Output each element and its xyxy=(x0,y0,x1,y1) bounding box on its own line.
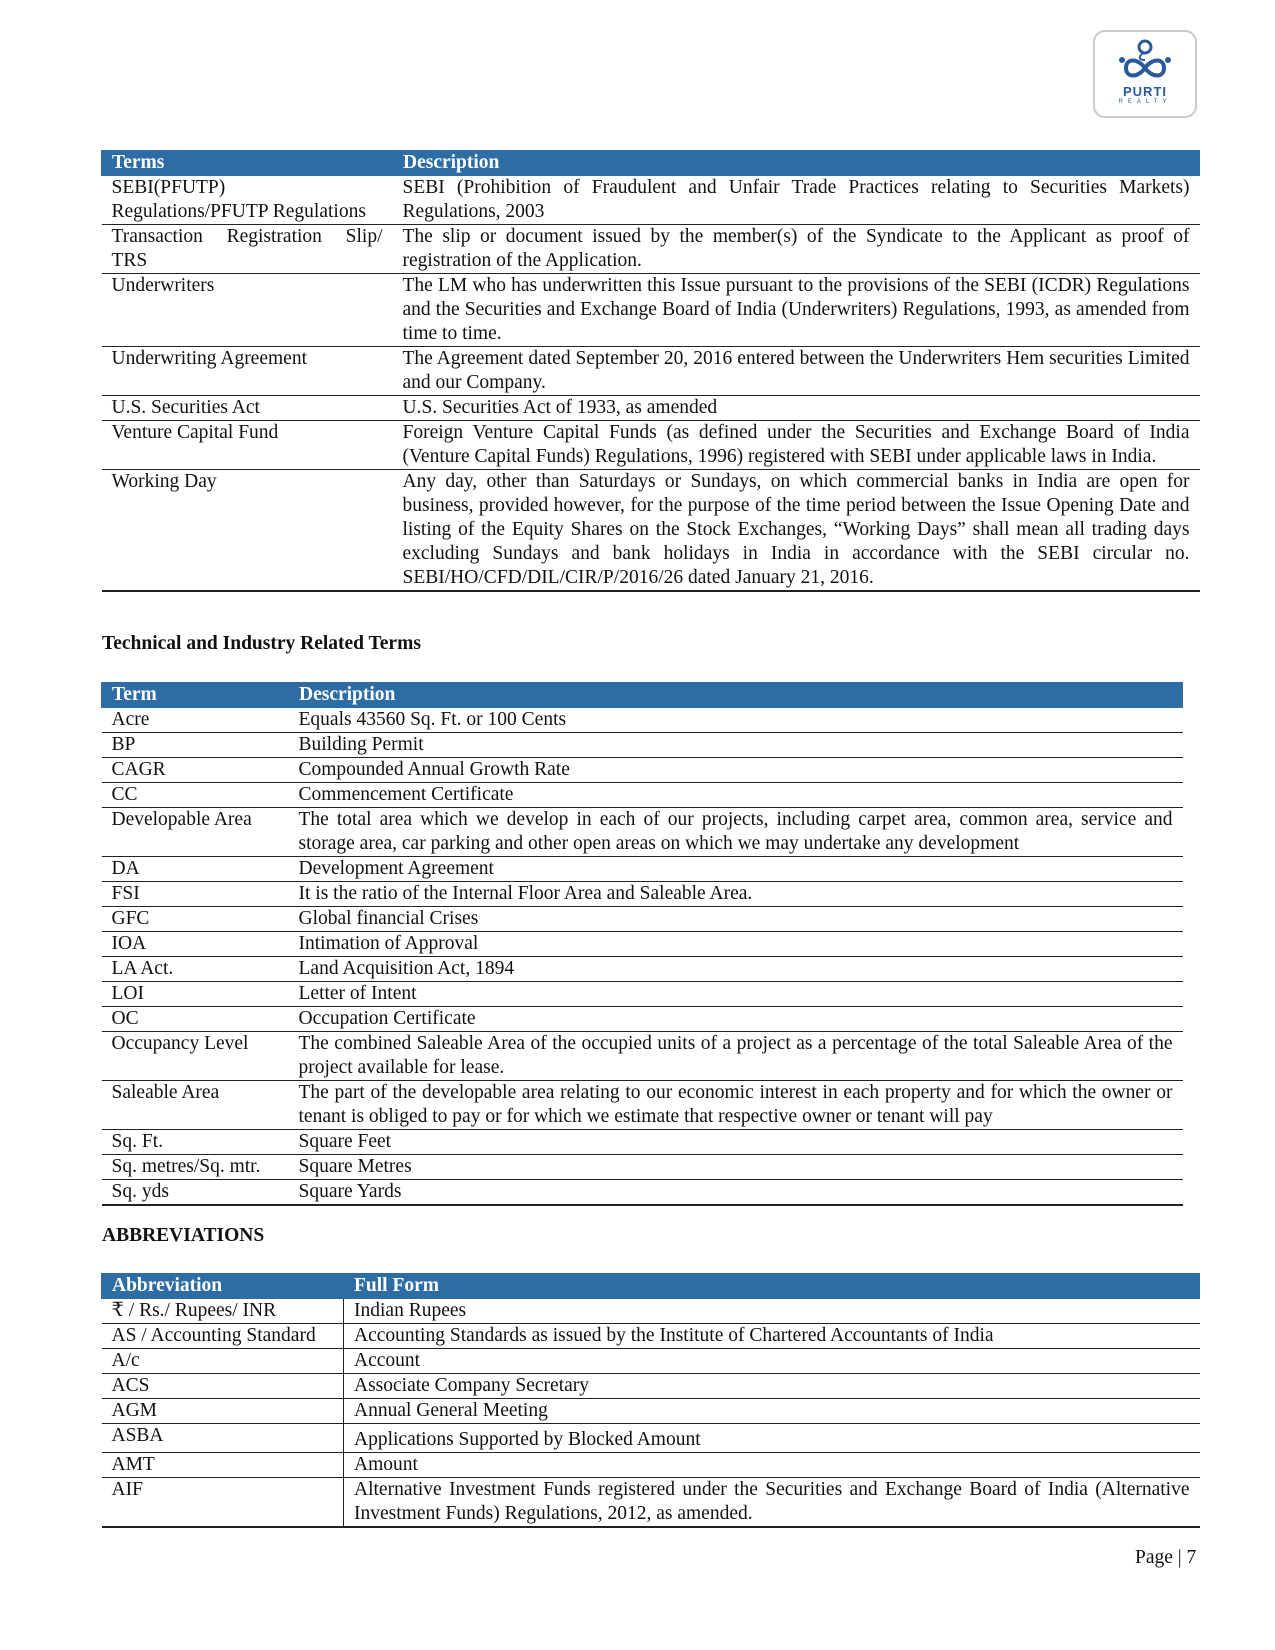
term-cell: Underwriters xyxy=(102,274,393,347)
term-cell: Working Day xyxy=(102,470,393,592)
term-cell: Sq. yds xyxy=(102,1180,289,1206)
full-form-cell: Amount xyxy=(344,1453,1200,1478)
column-header-abbreviation: Abbreviation xyxy=(102,1274,344,1299)
page-number: Page | 7 xyxy=(1135,1547,1197,1568)
full-form-cell: Applications Supported by Blocked Amount xyxy=(344,1424,1200,1453)
logo-brand-text: PURTI xyxy=(1123,84,1167,99)
term-cell: Sq. metres/Sq. mtr. xyxy=(102,1155,289,1180)
term-cell: Underwriting Agreement xyxy=(102,347,393,396)
table-row xyxy=(102,957,1183,982)
full-form-cell: Alternative Investment Funds registered under the Securities and Exchange Board of India (Alternative Investment Funds) Regulations, 2012, as amended. xyxy=(344,1478,1200,1528)
table-header-row xyxy=(102,683,1183,708)
table-row xyxy=(102,758,1183,783)
table-row xyxy=(102,176,1200,225)
table-row xyxy=(102,274,1200,347)
description-cell: Occupation Certificate xyxy=(289,1007,1183,1032)
description-cell: Development Agreement xyxy=(289,857,1183,882)
table-row xyxy=(102,1478,1200,1528)
description-cell: It is the ratio of the Internal Floor Area and Saleable Area. xyxy=(289,882,1183,907)
table-row xyxy=(102,783,1183,808)
term-cell: Sq. Ft. xyxy=(102,1130,289,1155)
column-header-description: Description xyxy=(393,151,1200,176)
description-cell: Intimation of Approval xyxy=(289,932,1183,957)
section-heading-technical-terms: Technical and Industry Related Terms xyxy=(102,633,421,654)
table-row xyxy=(102,1374,1200,1399)
description-cell: U.S. Securities Act of 1933, as amended xyxy=(393,396,1200,421)
purti-emblem-icon xyxy=(1114,38,1176,86)
abbreviation-cell: ACS xyxy=(102,1374,344,1399)
description-cell: Square Feet xyxy=(289,1130,1183,1155)
description-cell: Square Yards xyxy=(289,1180,1183,1206)
description-cell: Compounded Annual Growth Rate xyxy=(289,758,1183,783)
table-row xyxy=(102,1453,1200,1478)
table-row xyxy=(102,1299,1200,1324)
table-row xyxy=(102,1180,1183,1206)
term-cell: BP xyxy=(102,733,289,758)
table-row xyxy=(102,1399,1200,1424)
full-form-cell: Annual General Meeting xyxy=(344,1399,1200,1424)
full-form-cell: Account xyxy=(344,1349,1200,1374)
term-cell: GFC xyxy=(102,907,289,932)
table-row xyxy=(102,1032,1183,1081)
description-cell: Equals 43560 Sq. Ft. or 100 Cents xyxy=(289,708,1183,733)
description-cell: Commencement Certificate xyxy=(289,783,1183,808)
description-cell: The slip or document issued by the member(s) of the Syndicate to the Applicant as proof of registration of the Application. xyxy=(393,225,1200,274)
table-row xyxy=(102,225,1200,274)
technical-terms-table xyxy=(101,682,1183,1206)
table-row xyxy=(102,470,1200,592)
abbreviation-cell: AS / Accounting Standard xyxy=(102,1324,344,1349)
term-cell: SEBI(PFUTP) Regulations/PFUTP Regulations xyxy=(102,176,393,225)
full-form-cell: Associate Company Secretary xyxy=(344,1374,1200,1399)
description-cell: Any day, other than Saturdays or Sundays, on which commercial banks in India are open for business, provided however, for the purpose of the time period between the Issue Opening Date and listing of the Equity Shares on the Stock Exchanges, “Working Days” shall mean all trading days excluding Sundays and bank holidays in India in accordance with the SEBI circular no. SEBI/HO/CFD/DIL/CIR/P/2016/26 dated January 21, 2016. xyxy=(393,470,1200,592)
description-cell: Foreign Venture Capital Funds (as defined under the Securities and Exchange Board of India (Venture Capital Funds) Regulations, 1996) registered with SEBI under applicable laws in India. xyxy=(393,421,1200,470)
column-header-description: Description xyxy=(289,683,1183,708)
table-row xyxy=(102,1130,1183,1155)
description-cell: Land Acquisition Act, 1894 xyxy=(289,957,1183,982)
term-cell: Transaction Registration Slip/ TRS xyxy=(102,225,393,274)
table-row xyxy=(102,708,1183,733)
description-cell: The Agreement dated September 20, 2016 entered between the Underwriters Hem securities Limited and our Company. xyxy=(393,347,1200,396)
table-row xyxy=(102,808,1183,857)
abbreviation-cell: AIF xyxy=(102,1478,344,1528)
section-heading-abbreviations: ABBREVIATIONS xyxy=(102,1225,265,1246)
table-row xyxy=(102,1155,1183,1180)
column-header-term: Term xyxy=(102,683,289,708)
table-row xyxy=(102,982,1183,1007)
term-cell: OC xyxy=(102,1007,289,1032)
abbreviation-cell: AMT xyxy=(102,1453,344,1478)
table-row xyxy=(102,932,1183,957)
description-cell: SEBI (Prohibition of Fraudulent and Unfair Trade Practices relating to Securities Markets) Regulations, 2003 xyxy=(393,176,1200,225)
table-row xyxy=(102,347,1200,396)
table-row xyxy=(102,396,1200,421)
column-header-terms: Terms xyxy=(102,151,393,176)
table-header-row xyxy=(102,1274,1200,1299)
table-row xyxy=(102,907,1183,932)
term-cell: Acre xyxy=(102,708,289,733)
term-cell: CAGR xyxy=(102,758,289,783)
table-row xyxy=(102,1324,1200,1349)
term-cell: FSI xyxy=(102,882,289,907)
term-cell: Developable Area xyxy=(102,808,289,857)
abbreviation-cell: ASBA xyxy=(102,1424,344,1453)
term-cell: CC xyxy=(102,783,289,808)
column-header-full-form: Full Form xyxy=(344,1274,1200,1299)
description-cell: Square Metres xyxy=(289,1155,1183,1180)
abbreviation-cell: AGM xyxy=(102,1399,344,1424)
full-form-cell: Accounting Standards as issued by the Institute of Chartered Accountants of India xyxy=(344,1324,1200,1349)
description-cell: The total area which we develop in each of our projects, including carpet area, common area, service and storage area, car parking and other open areas on which we may undertake any development xyxy=(289,808,1183,857)
term-cell: LOI xyxy=(102,982,289,1007)
table-row xyxy=(102,857,1183,882)
description-cell: The part of the developable area relating to our economic interest in each property and for which the owner or tenant is obliged to pay or for which we estimate that respective owner or tenant will pay xyxy=(289,1081,1183,1130)
abbreviation-cell: A/c xyxy=(102,1349,344,1374)
term-cell: Occupancy Level xyxy=(102,1032,289,1081)
term-cell: DA xyxy=(102,857,289,882)
table-row xyxy=(102,733,1183,758)
table-row xyxy=(102,421,1200,470)
table-header-row xyxy=(102,151,1200,176)
description-cell: Letter of Intent xyxy=(289,982,1183,1007)
abbreviations-table xyxy=(101,1273,1200,1528)
company-logo xyxy=(1093,30,1197,118)
definitions-table xyxy=(101,150,1200,592)
term-cell: IOA xyxy=(102,932,289,957)
description-cell: Global financial Crises xyxy=(289,907,1183,932)
logo-sub-text: REALTY xyxy=(1118,99,1172,105)
abbreviation-cell: ₹ / Rs./ Rupees/ INR xyxy=(102,1299,344,1324)
full-form-cell: Indian Rupees xyxy=(344,1299,1200,1324)
table-row xyxy=(102,1424,1200,1453)
term-cell: LA Act. xyxy=(102,957,289,982)
term-cell: U.S. Securities Act xyxy=(102,396,393,421)
table-row xyxy=(102,1007,1183,1032)
description-cell: The LM who has underwritten this Issue pursuant to the provisions of the SEBI (ICDR) Regulations and the Securities and Exchange Board of India (Underwriters) Regulations, 1993, as amended from time to time. xyxy=(393,274,1200,347)
description-cell: The combined Saleable Area of the occupied units of a project as a percentage of the total Saleable Area of the project available for lease. xyxy=(289,1032,1183,1081)
description-cell: Building Permit xyxy=(289,733,1183,758)
table-row xyxy=(102,882,1183,907)
table-row xyxy=(102,1349,1200,1374)
table-row xyxy=(102,1081,1183,1130)
term-cell: Saleable Area xyxy=(102,1081,289,1130)
term-cell: Venture Capital Fund xyxy=(102,421,393,470)
